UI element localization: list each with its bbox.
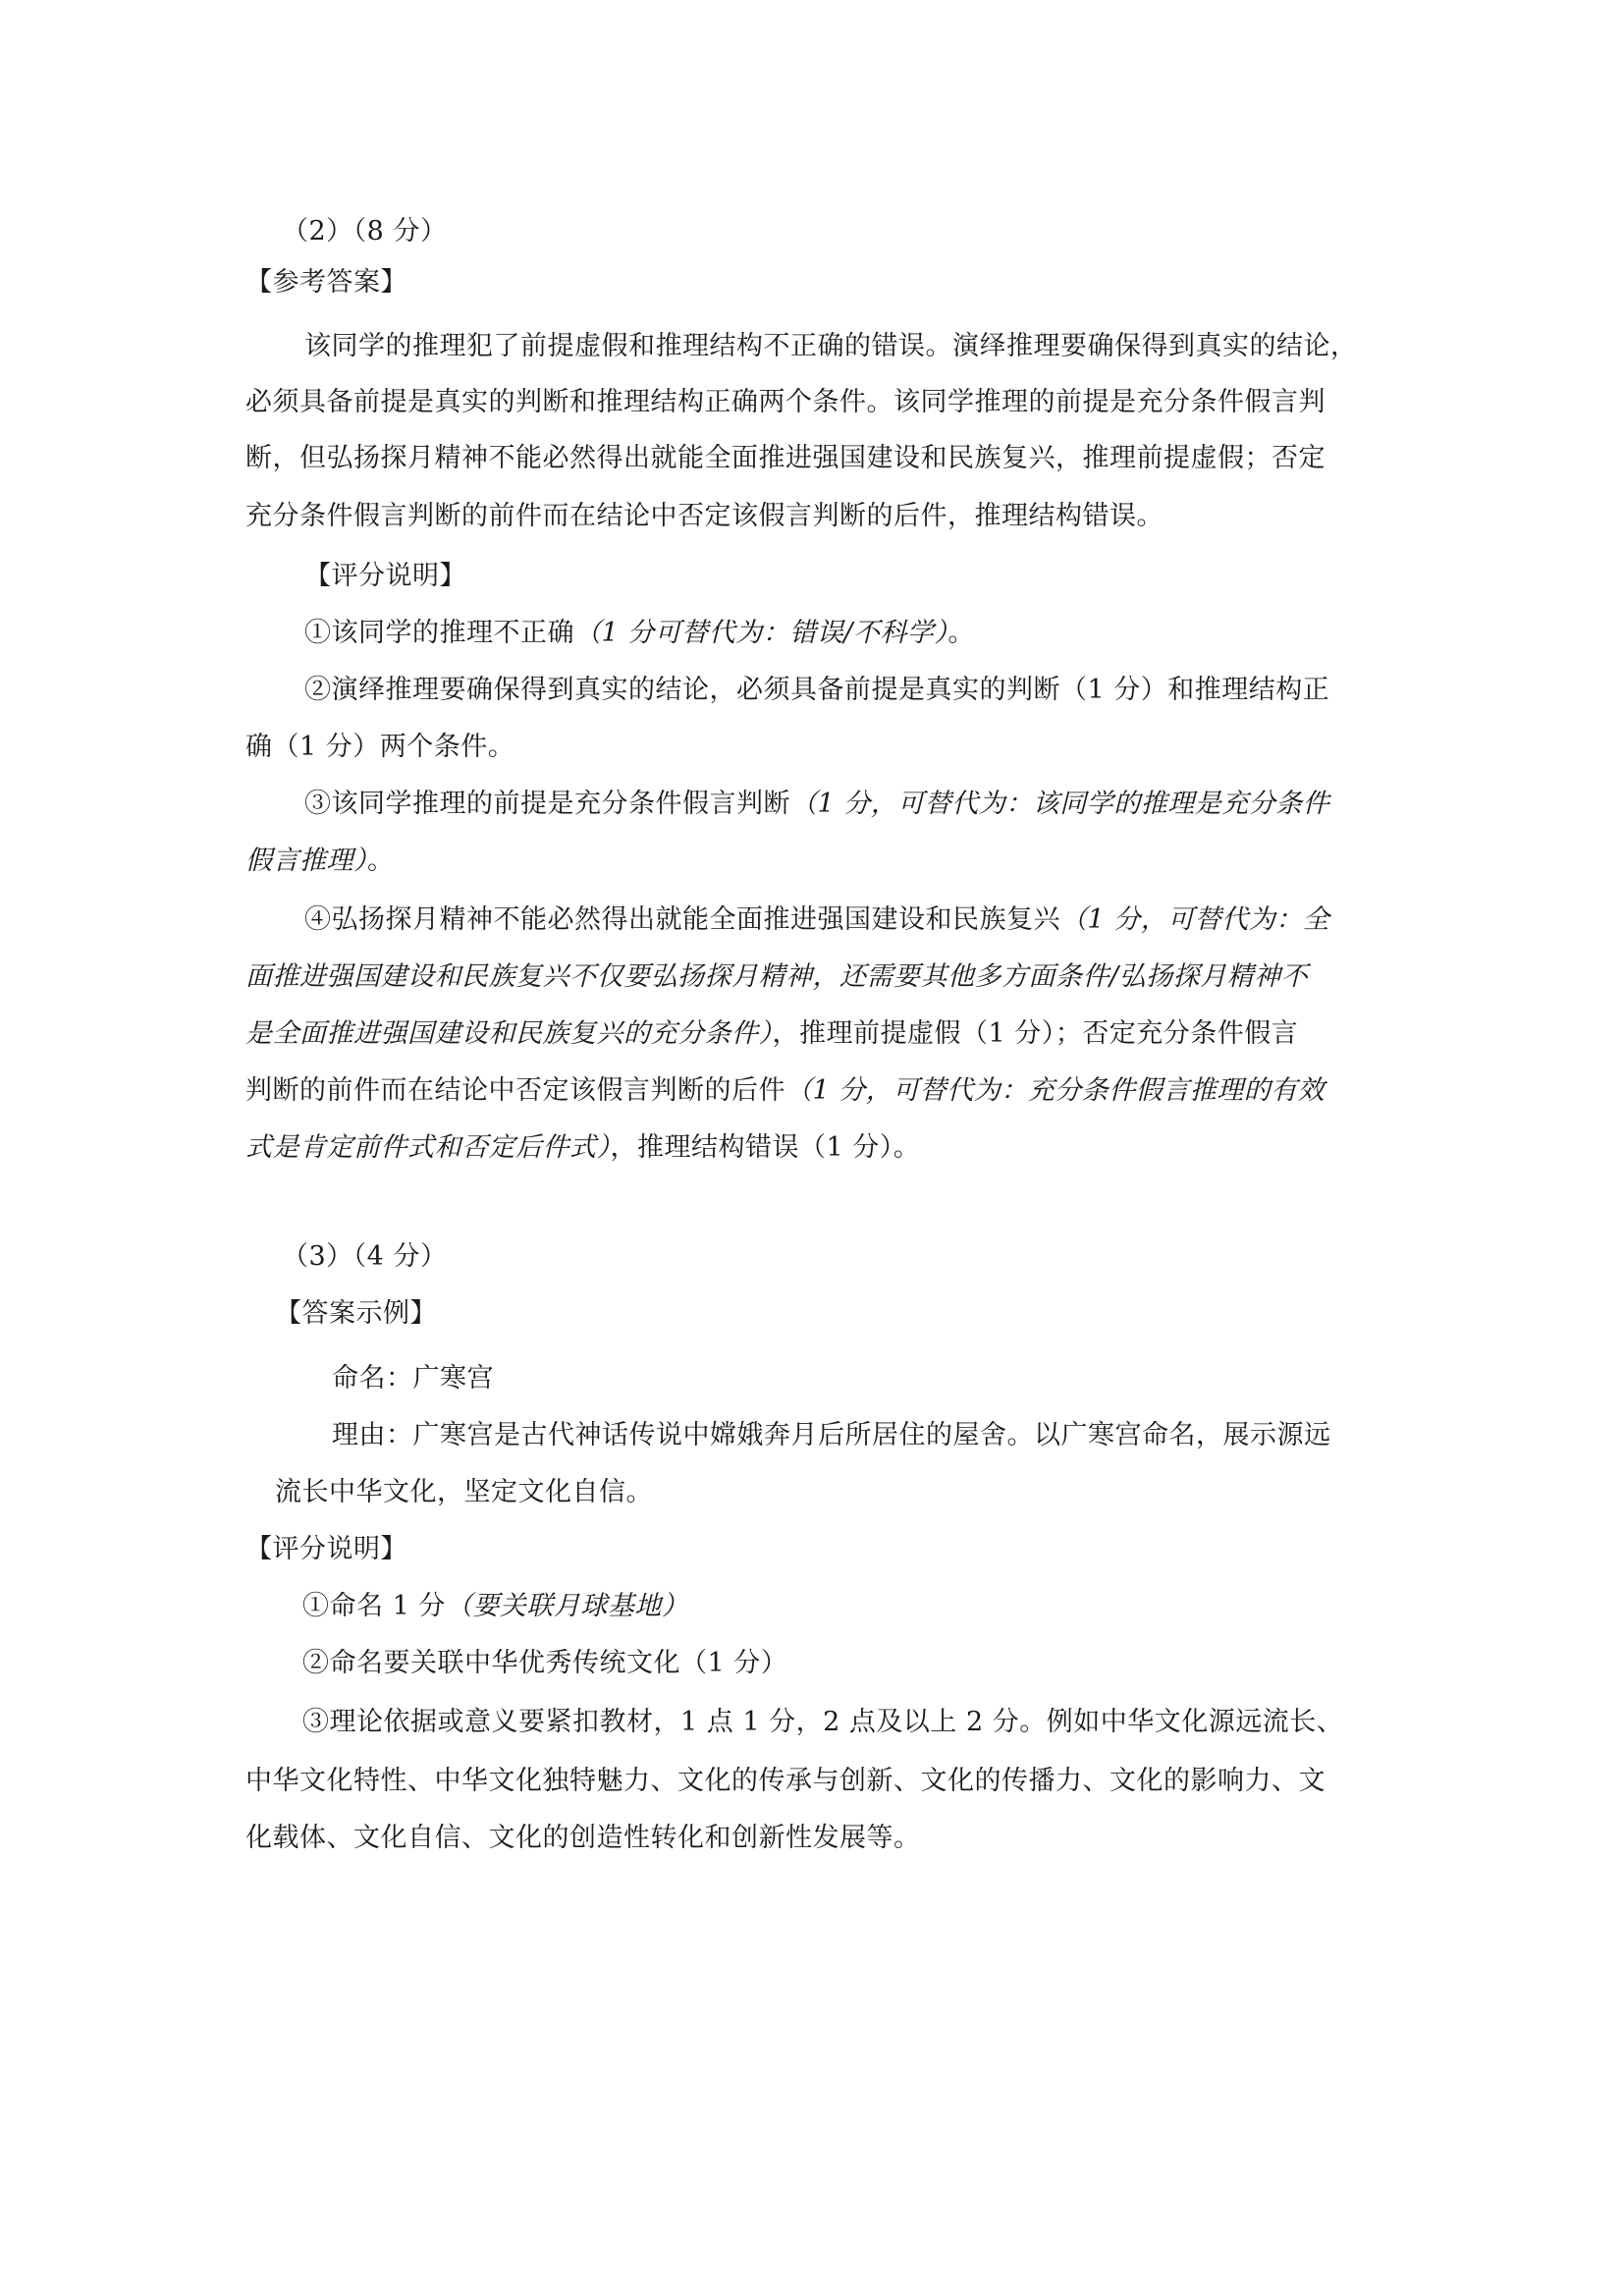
scoring-item-1-note: （1 分可替代为：错误/不科学） (574, 618, 948, 648)
scoring-item-4-line-4 (245, 1071, 1325, 1111)
scoring-item-4-note-cont: 是全面推进强国建设和民族复兴的充分条件） (245, 1018, 773, 1049)
answer-line-1: 该同学的推理犯了前提虚假和推理结构不正确的错误。演绎推理要确保得到真实的结论， (304, 331, 1358, 361)
answer-line-4: 充分条件假言判断的前件而在结论中否定该假言判断的后件，推理结构错误。 (245, 501, 1163, 531)
scoring-item-2-line-1: ②演绎推理要确保得到真实的结论，必须具备前提是真实的判断（1 分）和推理结构正 (304, 675, 1330, 705)
s3-item-1-text: ①命名 1 分 (302, 1591, 446, 1621)
scoring-item-3-note: （1 分，可替代为：该同学的推理是充分条件 (790, 789, 1330, 819)
s3-item-1 (302, 1587, 688, 1626)
scoring-item-4-line-5 (245, 1128, 920, 1168)
s3-item-3-line-3: 化载体、文化自信、文化的创造性转化和创新性发展等。 (245, 1823, 921, 1853)
scoring-item-4-end: ，推理结构错误（1 分）。 (610, 1132, 921, 1163)
s3-item-1-note: （要关联月球基地） (445, 1591, 689, 1621)
scoring-item-4-note-2: （1 分，可替代为：充分条件假言推理的有效 (785, 1075, 1325, 1106)
scoring-item-4-line-2: 面推进强国建设和民族复兴不仅要弘扬探月精神，还需要其他多方面条件/弘扬探月精神不 (245, 961, 1309, 992)
name-line: 命名：广寒宫 (332, 1363, 494, 1394)
scoring-item-3-line-2 (245, 842, 395, 881)
scoring-label: 【评分说明】 (304, 561, 466, 591)
scoring-item-4-note-2-cont: 式是肯定前件式和否定后件式） (245, 1132, 611, 1163)
scoring-item-1 (304, 614, 975, 653)
scoring-item-2-line-2: 确（1 分）两个条件。 (245, 732, 515, 762)
scoring-item-3-end: 。 (367, 846, 395, 876)
s3-item-3-line-2: 中华文化特性、中华文化独特魅力、文化的传承与创新、文化的传播力、文化的影响力、文 (245, 1766, 1325, 1796)
reason-line-1: 理由：广寒宫是古代神话传说中嫦娥奔月后所居住的屋舍。以广寒宫命名，展示源远 (332, 1420, 1331, 1450)
answer-line-2: 必须具备前提是真实的判断和推理结构正确两个条件。该同学推理的前提是充分条件假言判 (245, 387, 1325, 417)
s3-item-2: ②命名要关联中华优秀传统文化（1 分） (302, 1648, 788, 1678)
scoring-item-4-line-1 (304, 901, 1329, 940)
scoring-item-4-text: ④弘扬探月精神不能必然得出就能全面推进强国建设和民族复兴 (304, 904, 1060, 935)
scoring-item-1-text: ①该同学的推理不正确 (304, 618, 574, 648)
scoring-item-4-line-3 (245, 1014, 1298, 1054)
s3-item-3-line-1: ③理论依据或意义要紧扣教材，1 点 1 分，2 点及以上 2 分。例如中华文化源远流长、 (302, 1707, 1344, 1737)
answer-example-label: 【答案示例】 (275, 1298, 437, 1329)
scoring-item-3-line-1 (304, 785, 1329, 824)
reference-answer-label: 【参考答案】 (245, 267, 407, 298)
reason-line-2: 流长中华文化，坚定文化自信。 (275, 1477, 653, 1507)
section-3-header: （3）（4 分） (282, 1241, 448, 1272)
scoring-item-4-note: （1 分，可替代为：全 (1060, 904, 1330, 935)
scoring-item-4-text-cont: ，推理前提虚假（1 分）；否定充分条件假言 (772, 1018, 1299, 1049)
scoring-item-4-text-cont-2: 判断的前件而在结论中否定该假言判断的后件 (245, 1075, 785, 1106)
scoring-item-3-note-cont: 假言推理） (245, 846, 367, 876)
scoring-label-2: 【评分说明】 (245, 1534, 407, 1564)
scoring-item-1-end: 。 (947, 618, 975, 648)
section-2-header: （2）（8 分） (282, 216, 448, 246)
answer-line-3: 断，但弘扬探月精神不能必然得出就能全面推进强国建设和民族复兴，推理前提虚假；否定 (245, 443, 1325, 473)
scoring-item-3-text: ③该同学推理的前提是充分条件假言判断 (304, 789, 790, 819)
